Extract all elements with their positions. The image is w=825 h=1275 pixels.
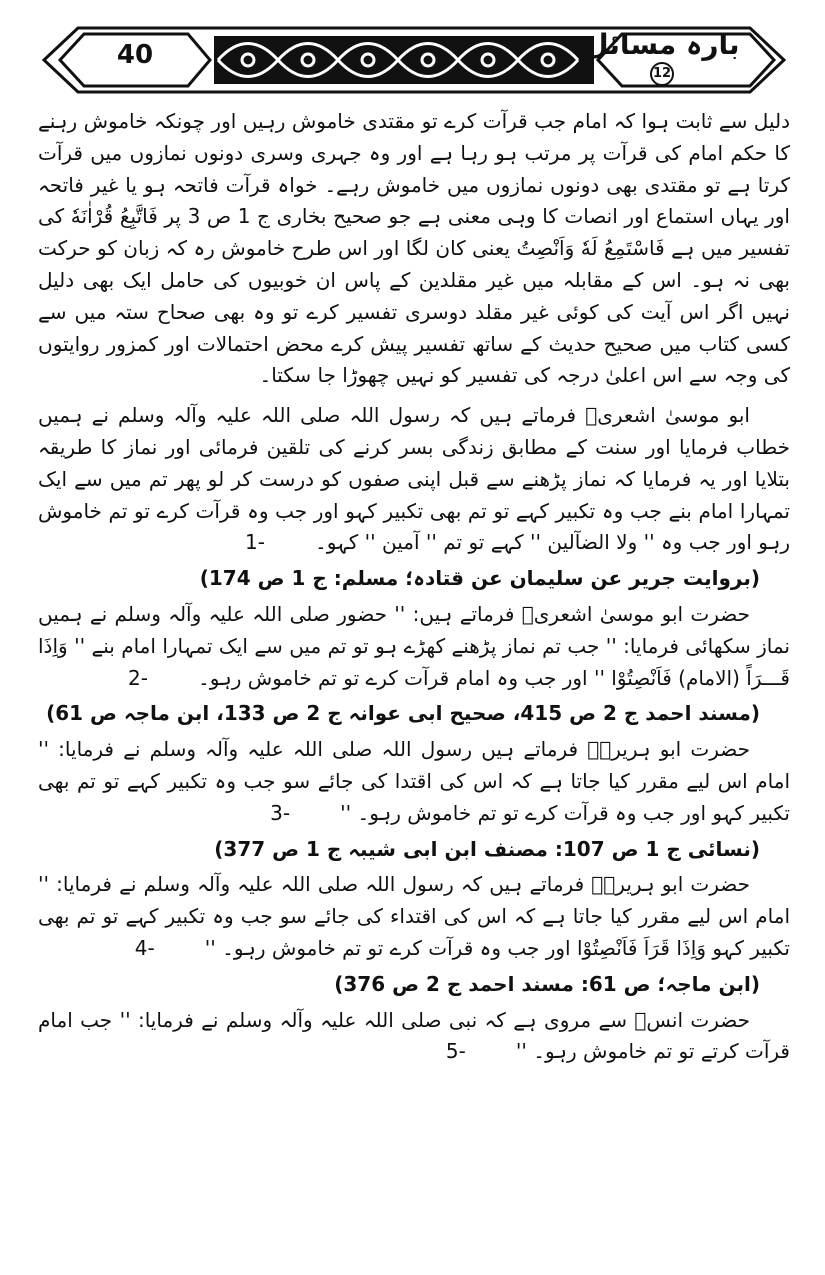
hadith-5-text: حضرت انسؓ سے مروی ہے کہ نبی صلی اللہ علیہ وآلہ وسلم نے فرمایا: '' جب امام قرآت کرتے تو تم خاموش رہو۔ '' — [38, 1007, 790, 1064]
book-title-text: بارہ مسائل — [584, 28, 740, 61]
hadith-4-number: 4- — [134, 935, 155, 960]
hadith-3-number: 3- — [270, 800, 291, 825]
hadith-1-reference: (بروایت جریر عن سلیمان عن قتادہ؛ مسلم: ج 1 ص 174) — [199, 566, 760, 591]
hadith-4 — [38, 869, 790, 964]
book-title-number: 12 — [650, 62, 674, 86]
hadith-5 — [38, 1005, 790, 1069]
hadith-2 — [38, 599, 790, 694]
hadith-2-number: 2- — [128, 665, 148, 690]
hadith-1-number: 1- — [244, 530, 265, 555]
intro-paragraph: دلیل سے ثابت ہوا کہ امام جب قرآت کرے تو مقتدی خاموش رہیں اور چونکہ خاموش رہنے کا حکم امام کی قرآت پر مرتب ہو رہا ہے اور وہ جہری وسری دونوں نمازوں میں قرآت کرتا ہے تو مقتدی بھی دونوں نمازوں میں خاموش رہے۔ خواہ قرآت فاتحہ ہو یا غیر فاتحہ اور یہاں استماع اور انصات کا وہی معنی ہے جو صحیح بخاری ج 1 ص 3 پر فَاتَّبِعُ قُرْاٰنَهٗ کی تفسیر میں ہے فَاسْتَمِعُ لَهٗ وَاَنْصِتُ یعنی کان لگا اور اس طرح خاموش رہ کہ زبان کو حرکت بھی نہ ہو۔ اس کے مقابلہ میں غیر مقلدین کے پاس ان خوبیوں کی حامل ایک بھی دلیل نہیں اگر اس آیت کی کوئی غیر مقلد دوسری تفسیر کرے تو وہ بھی صحاح ستہ میں سے کسی کتاب میں صحیح حدیث کے ساتھ تفسیر پیش کرے محض احتمالات اور کمزور روایتوں کی وجہ سے اس اعلیٰ درجہ کی تفسیر کو نہیں چھوڑا جا سکتا۔ — [38, 109, 790, 388]
hadith-5-number: 5- — [445, 1039, 466, 1064]
hadith-1 — [38, 400, 790, 559]
hadith-2-text: حضرت ابو موسیٰ اشعریؓ فرماتے ہیں: '' حضور صلی اللہ علیہ وآلہ وسلم نے ہمیں نماز سکھائی فرمایا: '' جب تم نماز پڑھنے کھڑے ہو تو تم میں سے ایک تمہارا امام بنے '' وَاِذَا قَـــرَاً (الامام) فَاَنْصِتُوْا '' اور جب وہ امام قرآت کرے تو تم خاموش رہو۔ — [38, 601, 790, 690]
hadith-3-text: حضرت ابو ہریرہؓ فرماتے ہیں رسول اللہ صلی اللہ علیہ وآلہ وسلم نے فرمایا: '' امام اس لیے مقرر کیا جاتا ہے کہ اس کی اقتدا کی جائے سو جب وہ تکبیر کہے تو تم بھی تکبیر کہو اور جب وہ قرآت کرے تو تم خاموش رہو۔ '' — [38, 737, 790, 825]
page-body — [38, 106, 790, 1266]
page-number: 40 — [116, 40, 154, 70]
hadith-2-reference: (مسند احمد ج 2 ص 415، صحیح ابی عوانہ ج 2 ص 133، ابن ماجہ ص 61) — [46, 701, 760, 726]
hadith-3-reference: (نسائی ج 1 ص 107: مصنف ابن ابی شیبہ ج 1 ص 377) — [214, 836, 760, 861]
hadith-4-reference: (ابن ماجہ؛ ص 61: مسند احمد ج 2 ص 376) — [334, 971, 760, 996]
hadith-1-text: ابو موسیٰ اشعریؓ فرماتے ہیں کہ رسول اللہ صلی اللہ علیہ وآلہ وسلم نے ہمیں خطاب فرمایا اور سنت کے مطابق زندگی بسر کرنے کی تلقین فرمائی اور نماز کا طریقہ بتلایا اور یہ فرمایا کہ نماز پڑھنے سے قبل اپنی صفوں کو درست کر لو پھر تم میں سے ایک تمہارا امام بنے جب وہ تکبیر کہے تو تم بھی تکبیر کہو اور جب وہ قرآت کرے تو تم خاموش رہو اور جب وہ '' ولا الضآلین '' کہے تو تم '' آمین '' کہو۔ — [38, 403, 790, 555]
hadith-4-text: حضرت ابو ہریرہؓ فرماتے ہیں کہ رسول اللہ صلی اللہ علیہ وآلہ وسلم نے فرمایا: '' امام اس لیے مقرر کیا جاتا ہے کہ اس کی اقتداء کی جائے سو جب وہ تکبیر کہے تو تم بھی تکبیر کہو وَاِذَا قَرَاَ فَاَنْصِتُوْا اور جب وہ قرآت کرے تو تم خاموش رہو۔ '' — [38, 872, 790, 960]
hadith-3 — [38, 734, 790, 829]
book-title — [582, 28, 742, 94]
page-header — [38, 18, 790, 102]
